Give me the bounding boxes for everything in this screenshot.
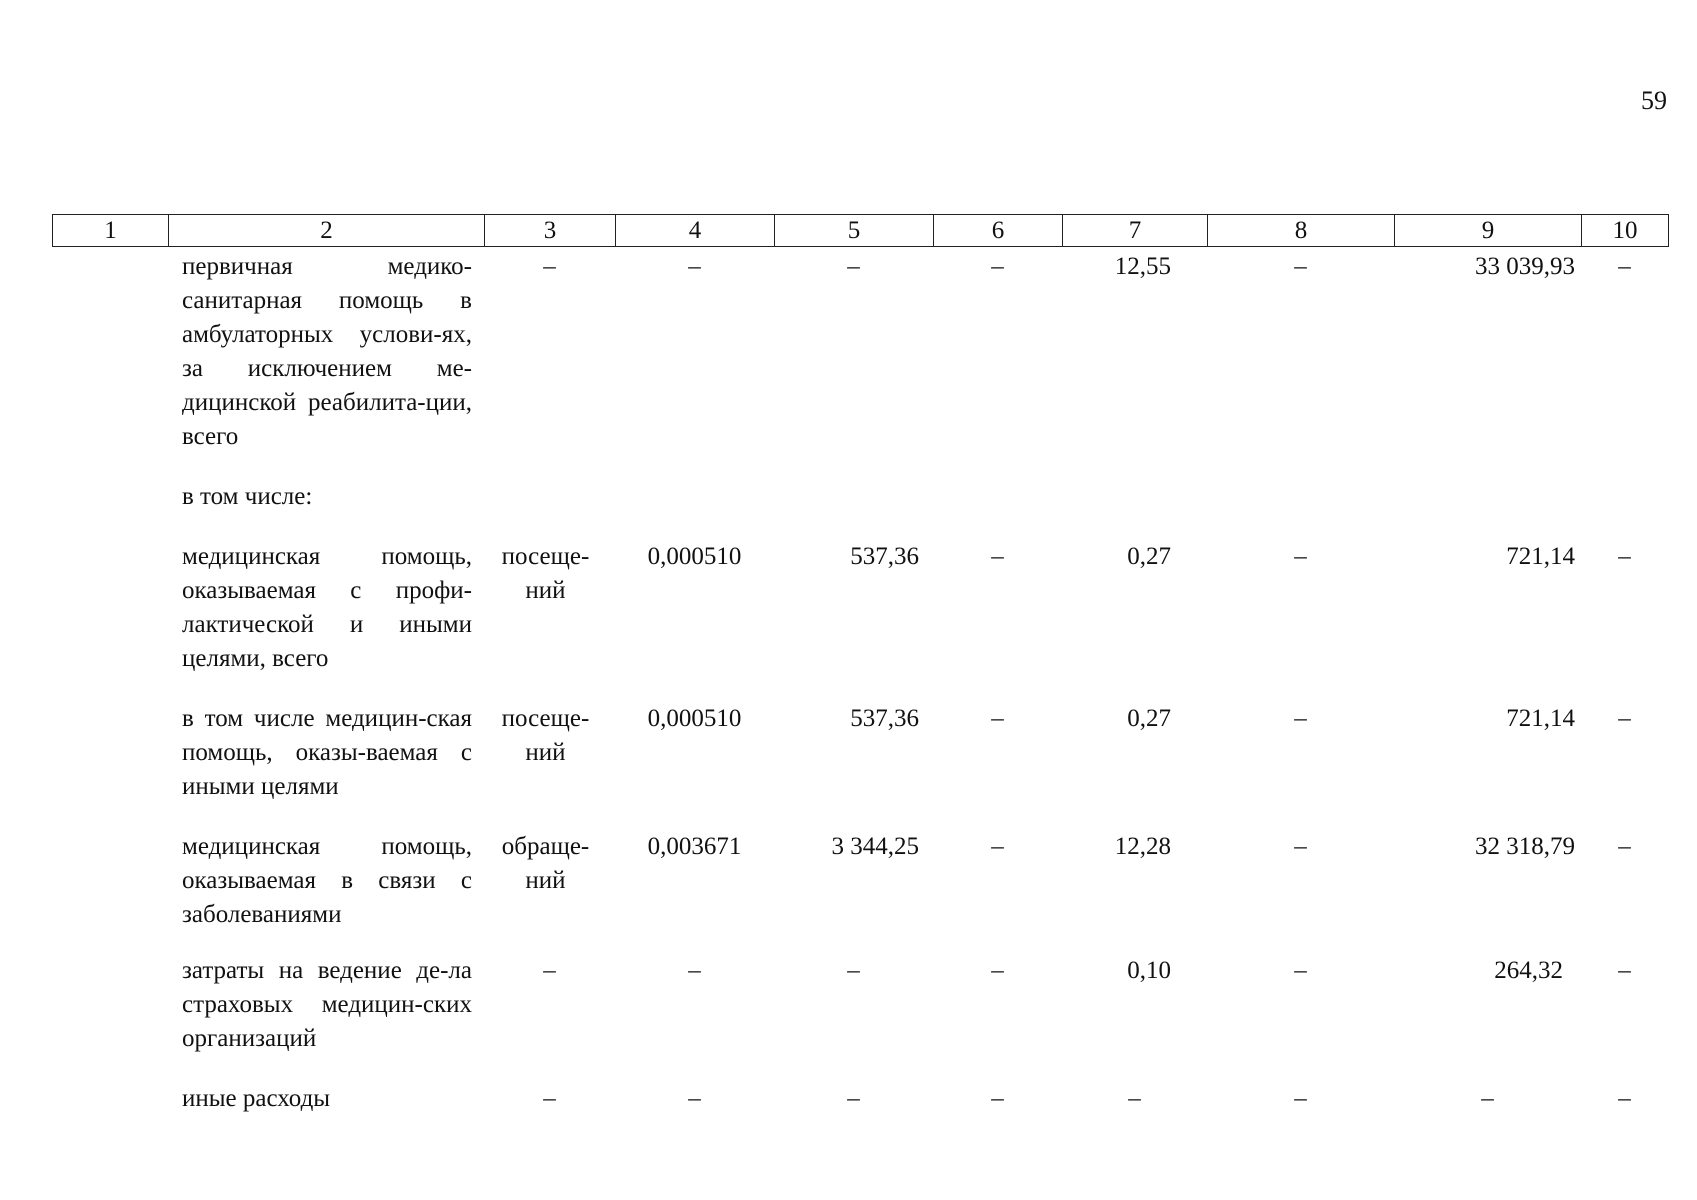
row-col-5: 3 344,25 [831, 833, 919, 860]
row-col-9: 32 318,79 [1475, 833, 1575, 860]
row-col-4: 0,003671 [647, 833, 742, 860]
table-row [52, 954, 1668, 1056]
row-col-5: – [847, 1085, 860, 1112]
row-col-7: 12,28 [1114, 833, 1171, 860]
header-col-4: 4 [616, 215, 775, 247]
row-col-10: – [1618, 705, 1631, 732]
table-row [52, 702, 1668, 804]
row-col-9: 33 039,93 [1475, 253, 1575, 280]
row-col-9: 264,32 [1494, 957, 1563, 984]
row-col-4: 0,000510 [647, 705, 742, 732]
column-number-header [52, 214, 1669, 247]
row-col-7: 12,55 [1114, 253, 1171, 280]
row-col-8: – [1294, 705, 1307, 732]
table-row [52, 480, 1668, 514]
row-description: затраты на ведение де-ла страховых медицин-ских организаций [182, 957, 472, 1052]
header-col-7: 7 [1063, 215, 1208, 247]
row-unit: обраще-ний [501, 833, 590, 894]
row-col-10: – [1618, 833, 1631, 860]
row-unit [484, 480, 615, 514]
row-description: в том числе: [182, 483, 313, 510]
table-row [52, 540, 1668, 676]
row-col-5: – [847, 957, 860, 984]
row-col-4: – [688, 253, 701, 280]
row-col-10: – [1618, 253, 1631, 280]
row-col-7 [1062, 480, 1207, 514]
row-col-1 [52, 540, 168, 676]
row-col-9: 721,14 [1506, 705, 1575, 732]
row-col-5: – [847, 253, 860, 280]
row-col-6: – [991, 543, 1004, 570]
data-table [52, 250, 1668, 1116]
row-col-1 [52, 1082, 168, 1116]
row-col-8: – [1294, 543, 1307, 570]
row-col-6: – [991, 1085, 1004, 1112]
row-col-10: – [1618, 543, 1631, 570]
header-col-5: 5 [775, 215, 934, 247]
row-col-5: 537,36 [850, 543, 919, 570]
row-unit: посеще-ний [501, 543, 590, 604]
row-col-6: – [991, 253, 1004, 280]
row-col-1 [52, 702, 168, 804]
row-col-9 [1394, 480, 1581, 514]
header-row [53, 215, 1669, 247]
header-col-3: 3 [485, 215, 616, 247]
row-col-4 [615, 480, 774, 514]
row-col-8: – [1294, 833, 1307, 860]
row-unit: посеще-ний [501, 705, 590, 766]
header-col-2: 2 [169, 215, 485, 247]
row-col-1 [52, 250, 168, 454]
row-description: медицинская помощь, оказываемая с профи-лактической и иными целями, всего [182, 543, 472, 672]
row-col-9: – [1481, 1085, 1494, 1112]
header-col-6: 6 [934, 215, 1063, 247]
row-col-6: – [991, 705, 1004, 732]
row-col-8: – [1294, 957, 1307, 984]
header-col-9: 9 [1395, 215, 1582, 247]
row-description: первичная медико-санитарная помощь в амбулаторных услови-ях, за исключением ме-дицинской реабилита-ции, всего [182, 253, 472, 450]
row-unit: – [543, 1085, 556, 1112]
row-col-7: 0,27 [1127, 705, 1171, 732]
header-col-1: 1 [53, 215, 169, 247]
row-col-1 [52, 954, 168, 1056]
row-col-7: 0,27 [1127, 543, 1171, 570]
row-col-4: 0,000510 [647, 543, 742, 570]
row-col-10: – [1618, 957, 1631, 984]
row-col-10 [1581, 480, 1668, 514]
table-row [52, 250, 1668, 454]
row-col-9: 721,14 [1506, 543, 1575, 570]
row-col-10: – [1618, 1085, 1631, 1112]
table-row [52, 830, 1668, 932]
row-col-8 [1207, 480, 1394, 514]
row-col-8: – [1294, 1085, 1307, 1112]
row-col-7: – [1128, 1085, 1141, 1112]
row-col-6: – [991, 957, 1004, 984]
row-unit: – [543, 957, 556, 984]
row-col-7: 0,10 [1127, 957, 1171, 984]
page-number: 59 [1641, 86, 1667, 115]
header-col-10: 10 [1582, 215, 1669, 247]
row-description: иные расходы [182, 1085, 331, 1112]
row-col-6: – [991, 833, 1004, 860]
row-unit: – [543, 253, 556, 280]
row-col-1 [52, 830, 168, 932]
row-description: медицинская помощь, оказываемая в связи с заболеваниями [182, 833, 472, 928]
row-col-5: 537,36 [850, 705, 919, 732]
row-col-6 [933, 480, 1062, 514]
row-description: в том числе медицин-ская помощь, оказы-ваемая с иными целями [182, 705, 472, 800]
row-col-8: – [1294, 253, 1307, 280]
row-col-1 [52, 480, 168, 514]
table-row [52, 1082, 1668, 1116]
row-col-4: – [688, 1085, 701, 1112]
header-col-8: 8 [1208, 215, 1395, 247]
row-col-5 [774, 480, 933, 514]
row-col-4: – [688, 957, 701, 984]
